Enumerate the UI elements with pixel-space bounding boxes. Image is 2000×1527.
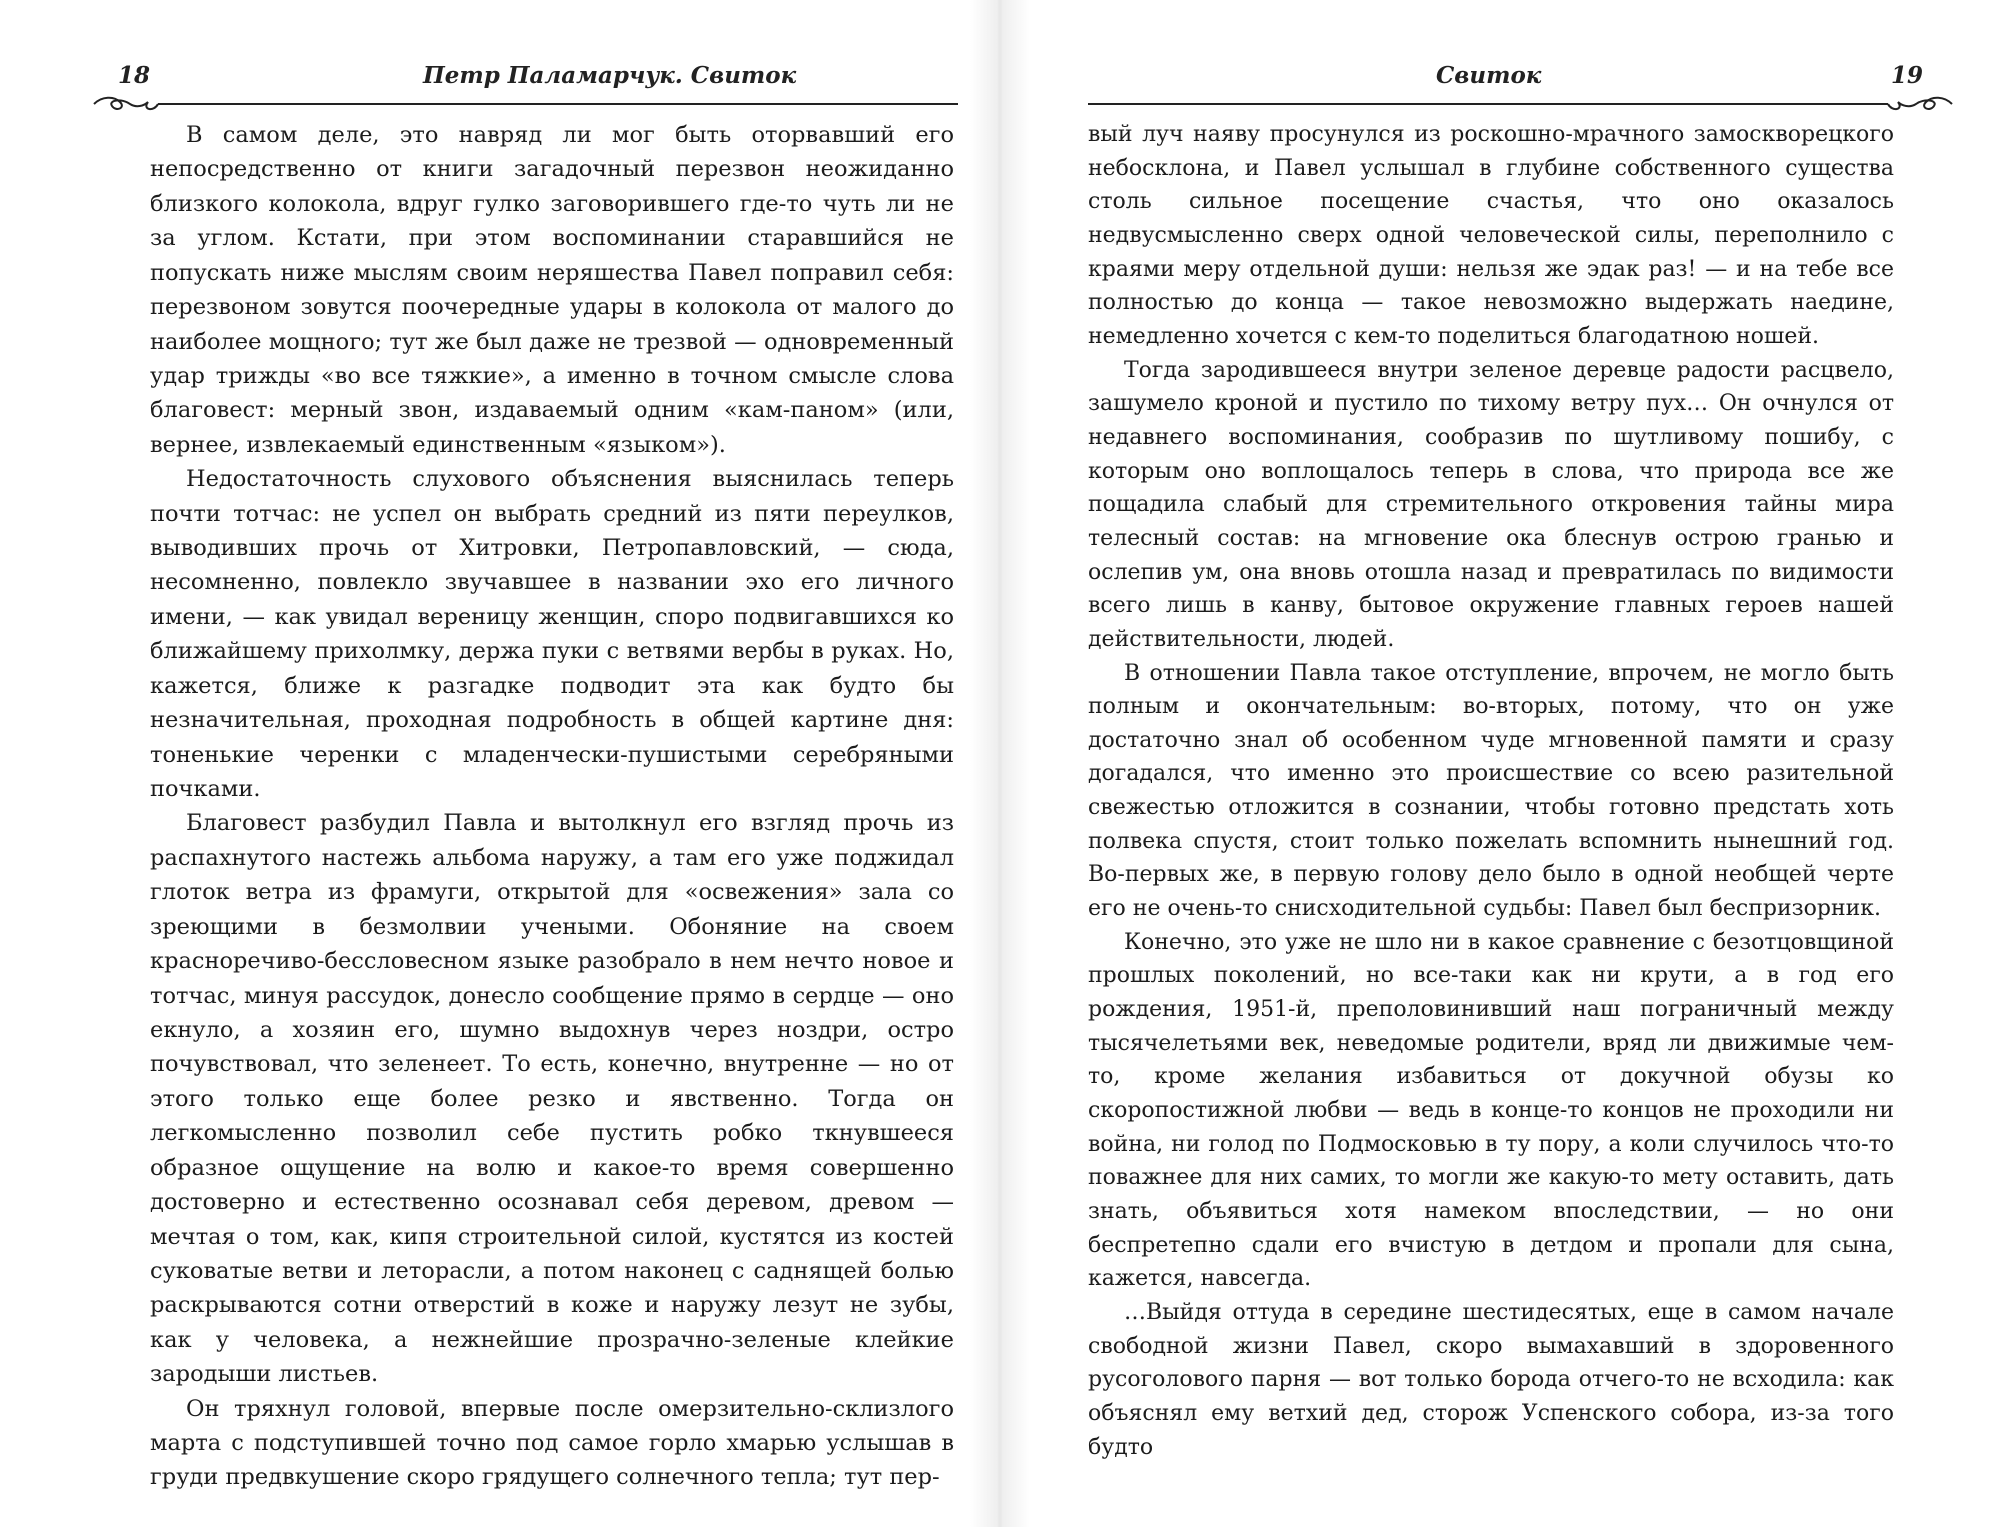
left-paragraph-3: Благовест разбудил Павла и вытолкнул его взгляд прочь из распахнутого настежь альбома наружу, а там его уже поджидал глоток ветра из фрамуги, открытой для «освежения» зала со зреющими в безмолвии учеными. Обоняние на своем красноречиво-бессловесном языке разобрало в нем нечто новое и тотчас, минуя рассудок, донесло сообщение прямо в сердце — оно екнуло, а хозяин его, шумно выдохнув через ноздри, остро почувствовал, что зеленеет. То есть, конечно, внутренне — но от этого только еще более резко и явственно. Тогда он легкомысленно позволил себе пустить робко ткнувшееся образное ощущение на волю и какое-то время совершенно достоверно и естественно осознавал себя деревом, древом — мечтая о том, как, кипя строительной силой, кустятся из костей суковатые ветви и леторасли, а потом наконец с саднящей болью раскрываются сотни отверстий в коже и наружу лезут не зубы, как у человека, а нежнейшие прозрачно-зеленые клейкие зародыши листьев. xyxy=(150,810,954,1388)
left-header-ornament-rule xyxy=(92,92,960,116)
right-running-head: Свиток xyxy=(1436,62,1542,89)
right-header-ornament-rule xyxy=(1088,92,1954,116)
right-paragraph-1: вый луч наяву просунулся из роскошно-мрачного замоскворецкого небосклона, и Павел услышал в глубине собственного существа столь сильное посещение счастья, что оно оказалось недвусмысленно сверх одной человеческой силы, переполнило с краями меру отдельной души: нельзя же эдак раз! — и на тебе все полностью до конца — такое невозможно выдержать наедине, немедленно хочется с кем-то поделиться благодатною ношей. xyxy=(1088,122,1894,349)
left-paragraph-2: Недостаточность слухового объяснения выяснилась теперь почти тотчас: не успел он выбрать средний из пяти переулков, выводивших прочь от Хитровки, Петропавловский, — сюда, несомненно, повлекло звучавшее в названии эхо его личного имени, — как увидал вереницу женщин, споро подвигавшихся ко ближайшему прихолмку, держа пуки с ветвями вербы в руках. Но, кажется, ближе к разгадке подводит эта как будто бы незначительная, проходная подробность в общей картине дня: тоненькие черенки с младенчески-пушистыми серебряными почками. xyxy=(150,466,954,803)
right-paragraph-4: Конечно, это уже не шло ни в какое сравнение с безотцовщиной прошлых поколений, но все-таки как ни крути, а в год его рождения, 1951-й, преполовинивший наш пограничный между тысячелетьями век, неведомые родители, вряд ли движимые чем-то, кроме желания избавиться от докучной обузы ко скоропостижной любви — ведь в конце-то концов не проходили ни война, ни голод по Подмосковью в ту пору, а коли случилось что-то поважнее для них самих, то могли же какую-то мету оставить, дать знать, объявиться хотя намеком впоследствии, — но они беспретепно сдали его вчистую в детдом и пропали для сына, кажется, навсегда. xyxy=(1088,929,1894,1292)
left-page-number: 18 xyxy=(118,62,151,89)
right-page xyxy=(1000,0,2000,1527)
left-paragraph-4: Он тряхнул головой, впервые после омерзительно-склизлого марта с подступившей точно под самое горло хмарью услышав в груди предвкушение скоро грядущего солнечного тепла; тут пер- xyxy=(150,1395,954,1491)
left-page-text xyxy=(150,118,954,1495)
right-page-text xyxy=(1088,118,1894,1464)
right-paragraph-2: Тогда зародившееся внутри зеленое деревце радости расцвело, зашумело кроной и пустило по тихому ветру пух… Он очнулся от недавнего воспоминания, сообразив по шутливому пошибу, с которым оно воплощалось теперь в слова, что природа все же пощадила слабый для стремительного откровения тайны мира телесный состав: на мгновение ока блеснув острою гранью и ослепив ум, она вновь отошла назад и превратилась по видимости всего лишь в канву, бытовое окружение главных героев нашей действительности, людей. xyxy=(1088,357,1894,652)
left-running-head: Петр Паламарчук. Свиток xyxy=(423,62,797,89)
right-paragraph-3: В отношении Павла такое отступление, впрочем, не могло быть полным и окончательным: во-вторых, потому, что он уже достаточно знал об особенном чуде мгновенной памяти и сразу догадался, что именно это происшествие со всею разительной свежестью отложится в сознании, чтобы готовно предстать хоть полвека спустя, стоит только пожелать вспомнить нынешний год. Во-первых же, в первую голову дело было в одной необщей черте его не очень-то снисходительной судьбы: Павел был беспризорник. xyxy=(1088,660,1894,922)
right-paragraph-5: …Выйдя оттуда в середине шестидесятых, еще в самом начале свободной жизни Павел, скоро вымахавший в здоровенного русоголового парня — вот только борода отчего-то не всходила: как объяснял ему ветхий дед, сторож Успенского собора, из-за того будто xyxy=(1088,1299,1894,1460)
left-paragraph-1: В самом деле, это навряд ли мог быть оторвавший его непосредственно от книги загадочный перезвон неожиданно близкого колокола, вдруг гулко заговорившего где-то чуть ли не за углом. Кстати, при этом воспоминании старавшийся не попускать ниже мыслям своим неряшества Павел поправил себя: перезвоном зовутся поочередные удары в колокола от малого до наиболее мощного; тут же был даже не трезвой — одновременный удар трижды «во все тяжкие», а именно в точном смысле слова благовест: мерный звон, издаваемый одним «кам-паном» (или, вернее, извлекаемый единственным «языком»). xyxy=(150,122,954,458)
right-page-number: 19 xyxy=(1890,62,1923,89)
